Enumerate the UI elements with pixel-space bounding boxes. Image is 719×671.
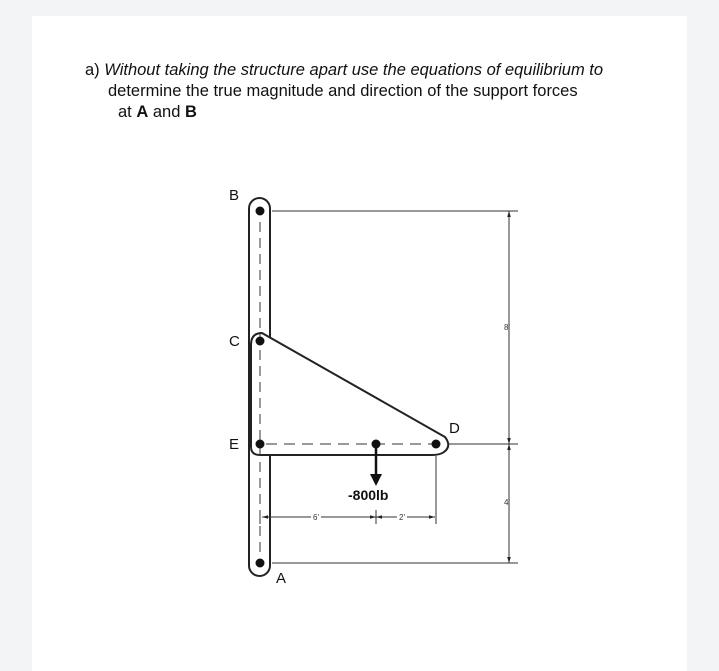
load-label: -800lb <box>348 487 389 503</box>
problem-prefix: a) <box>85 61 105 79</box>
pin-e <box>256 440 265 449</box>
pin-b <box>256 207 265 216</box>
dim-label-4ft: 4' <box>504 498 510 507</box>
pin-a <box>256 559 265 568</box>
pin-c <box>256 337 265 346</box>
point-a-ref: A <box>136 103 149 121</box>
label-d: D <box>449 420 460 437</box>
problem-italic-text: Without taking the structure apart use the equations of equilibrium to <box>104 61 604 79</box>
pin-d <box>432 440 441 449</box>
member-ced-plate <box>251 333 448 455</box>
problem-line-2: determine the true magnitude and direction of the support forces <box>108 82 578 100</box>
load-arrowhead <box>370 474 382 486</box>
label-b: B <box>229 187 240 204</box>
label-c: C <box>229 333 240 350</box>
problem-line-3-pre: at <box>118 103 137 121</box>
dim-label-8ft: 8' <box>504 323 510 332</box>
dim-label-2ft: 2' <box>399 513 405 522</box>
point-b-ref: B <box>184 103 197 121</box>
label-a: A <box>276 570 287 587</box>
pin-load <box>372 440 381 449</box>
problem-line-3-mid: and <box>148 103 185 121</box>
label-e: E <box>229 436 240 453</box>
dim-label-6ft: 6' <box>313 513 319 522</box>
